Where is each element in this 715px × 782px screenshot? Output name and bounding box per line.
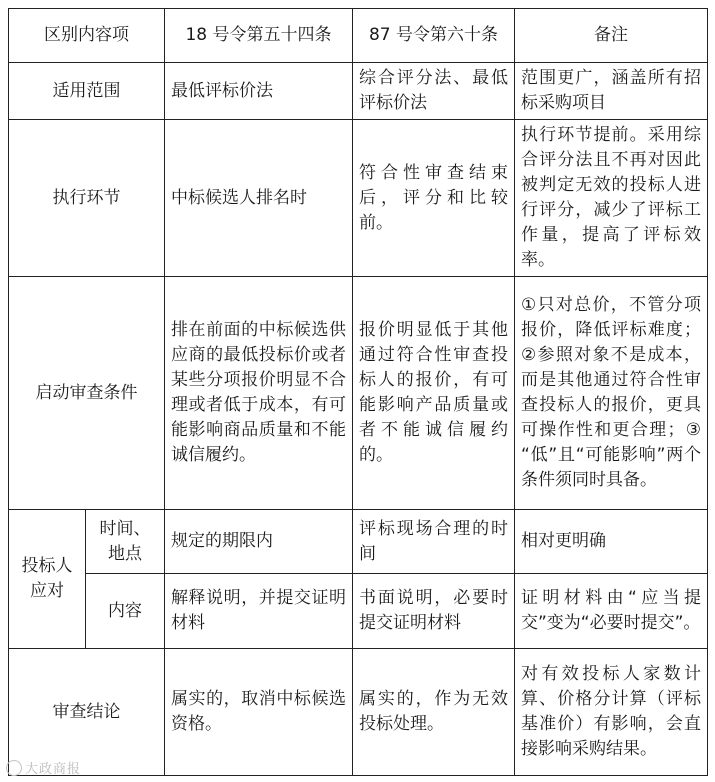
row-label-conclusion: 审查结论: [9, 649, 165, 776]
table-row-scope: [9, 63, 708, 120]
cell-content-note: 证明材料由“应当提交”变为“必要时提交”。: [515, 574, 708, 649]
cell-trigger-note: ①只对总价，不管分项报价，降低评标难度；②参照对象不是成本，而是其他通过符合性审查投标人的报价，更具可操作性和更合理；③ “低”且“可能影响”两个条件须同时具备。: [515, 277, 708, 510]
cell-conclusion-note: 对有效投标人家数计算、价格分计算（评标基准价）有影响，会直接影响采购结果。: [515, 649, 708, 776]
watermark-text: 大政商报: [25, 762, 82, 777]
header-note: 备注: [515, 9, 708, 63]
cell-content-order87: 书面说明，必要时提交证明材料: [353, 574, 515, 649]
table-row-stage: [9, 120, 708, 277]
header-order-87: 87 号令第六十条: [353, 9, 515, 63]
comparison-table: [8, 8, 708, 776]
row-label-stage: 执行环节: [9, 120, 165, 277]
cell-scope-order87: 综合评分法、最低评标价法: [353, 63, 515, 120]
cell-trigger-order87: 报价明显低于其他通过符合性审查投标人的报价，有可能影响产品质量或者不能诚信履约的。: [353, 277, 515, 510]
sublabel-time-place: 时间、地点: [86, 510, 165, 574]
table-header-row: [9, 9, 708, 63]
table-row-conclusion: [9, 649, 708, 776]
table-row-response-time: [9, 510, 708, 574]
table-row-response-content: [9, 574, 708, 649]
cell-scope-note: 范围更广，涵盖所有招标采购项目: [515, 63, 708, 120]
header-order-18: 18 号令第五十四条: [165, 9, 353, 63]
cell-time-order18: 规定的期限内: [165, 510, 353, 574]
cell-content-order18: 解释说明，并提交证明材料: [165, 574, 353, 649]
table-row-trigger: [9, 277, 708, 510]
cell-scope-order18: 最低评标价法: [165, 63, 353, 120]
cell-stage-note: 执行环节提前。采用综合评分法且不再对因此被判定无效的投标人进行评分，减少了评标工作量，提高了评标效率。: [515, 120, 708, 277]
watermark: [6, 758, 81, 777]
row-label-response: 投标人应对: [9, 510, 86, 649]
cell-conclusion-order18: 属实的，取消中标候选资格。: [165, 649, 353, 776]
cell-stage-order18: 中标候选人排名时: [165, 120, 353, 277]
row-label-trigger: 启动审查条件: [9, 277, 165, 510]
header-diff-item: 区别内容项: [9, 9, 165, 63]
cell-trigger-order18: 排在前面的中标候选供应商的最低投标价或者某些分项报价明显不合理或者低于成本，有可能影响商品质量和不能诚信履约。: [165, 277, 353, 510]
row-label-scope: 适用范围: [9, 63, 165, 120]
cell-time-order87: 评标现场合理的时间: [353, 510, 515, 574]
cell-time-note: 相对更明确: [515, 510, 708, 574]
cell-stage-order87: 符合性审查结束后，评分和比较前。: [353, 120, 515, 277]
cell-conclusion-order87: 属实的，作为无效投标处理。: [353, 649, 515, 776]
sublabel-content: 内容: [86, 574, 165, 649]
watermark-logo-icon: [6, 760, 22, 776]
